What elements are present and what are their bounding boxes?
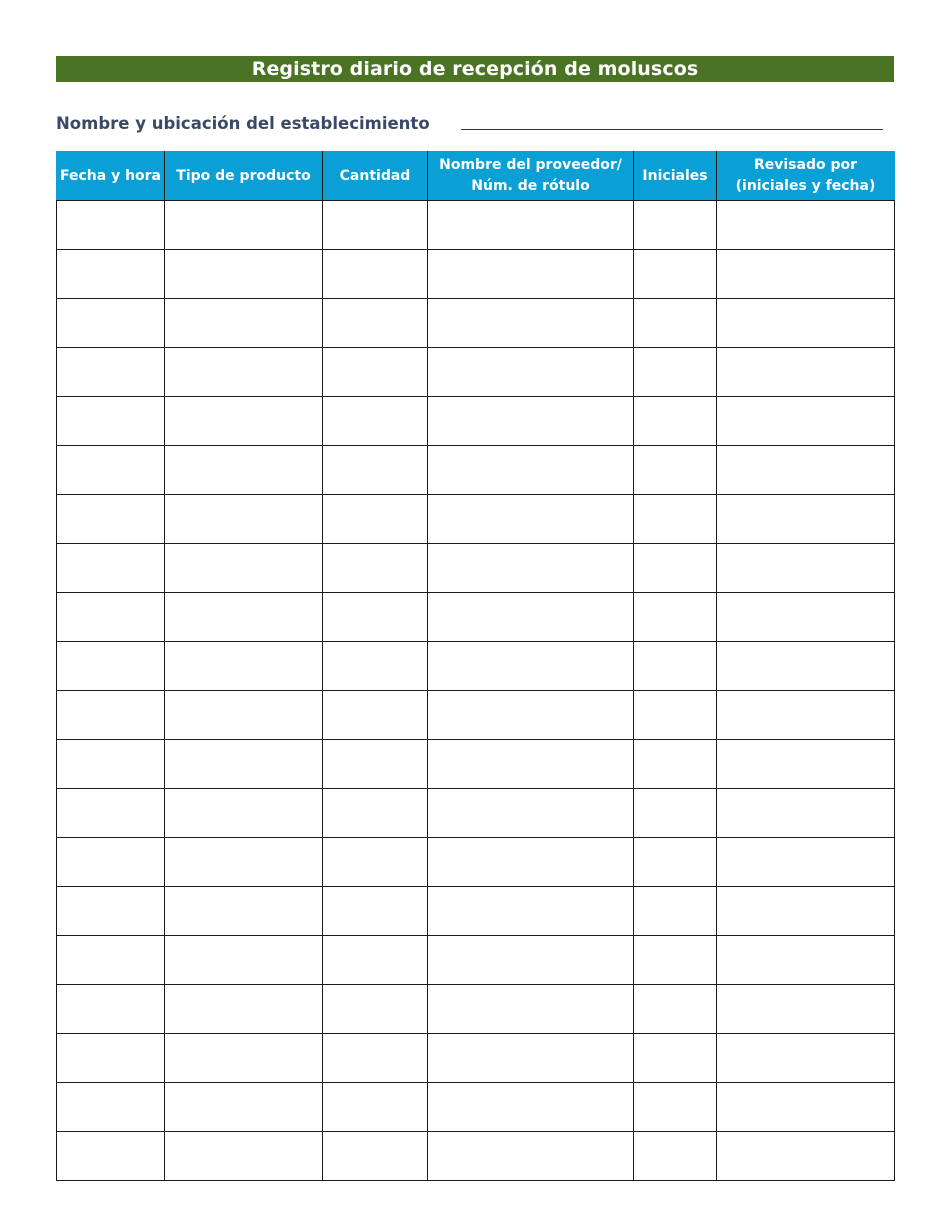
table-row — [57, 936, 895, 985]
table-row — [57, 397, 895, 446]
cell-revisado-por[interactable] — [717, 838, 895, 887]
table-body — [57, 201, 895, 1181]
table-row — [57, 691, 895, 740]
cell-proveedor-rotulo[interactable] — [428, 740, 634, 789]
cell-proveedor-rotulo[interactable] — [428, 299, 634, 348]
table-row — [57, 887, 895, 936]
table-row — [57, 1083, 895, 1132]
cell-proveedor-rotulo[interactable] — [428, 250, 634, 299]
cell-tipo-producto[interactable] — [165, 740, 323, 789]
cell-cantidad[interactable] — [323, 642, 428, 691]
cell-revisado-por[interactable] — [717, 936, 895, 985]
cell-proveedor-rotulo[interactable] — [428, 544, 634, 593]
cell-cantidad[interactable] — [323, 201, 428, 250]
cell-revisado-por[interactable] — [717, 691, 895, 740]
cell-proveedor-rotulo[interactable] — [428, 691, 634, 740]
cell-fecha-hora[interactable] — [57, 495, 165, 544]
cell-cantidad[interactable] — [323, 544, 428, 593]
cell-revisado-por[interactable] — [717, 887, 895, 936]
cell-proveedor-rotulo[interactable] — [428, 446, 634, 495]
cell-tipo-producto[interactable] — [165, 593, 323, 642]
table-row — [57, 985, 895, 1034]
cell-iniciales[interactable] — [634, 789, 717, 838]
cell-revisado-por[interactable] — [717, 789, 895, 838]
cell-revisado-por[interactable] — [717, 446, 895, 495]
column-header-revisado-por: Revisado por (iniciales y fecha) — [717, 152, 895, 201]
cell-revisado-por[interactable] — [717, 495, 895, 544]
cell-tipo-producto[interactable] — [165, 397, 323, 446]
table-row — [57, 789, 895, 838]
cell-iniciales[interactable] — [634, 1083, 717, 1132]
column-header-cantidad: Cantidad — [323, 152, 428, 201]
cell-iniciales[interactable] — [634, 348, 717, 397]
reception-log-table — [56, 151, 895, 1181]
cell-proveedor-rotulo[interactable] — [428, 397, 634, 446]
table-row — [57, 446, 895, 495]
cell-cantidad[interactable] — [323, 936, 428, 985]
cell-fecha-hora[interactable] — [57, 740, 165, 789]
cell-revisado-por[interactable] — [717, 593, 895, 642]
cell-iniciales[interactable] — [634, 593, 717, 642]
cell-tipo-producto[interactable] — [165, 495, 323, 544]
cell-tipo-producto[interactable] — [165, 789, 323, 838]
cell-iniciales[interactable] — [634, 544, 717, 593]
cell-tipo-producto[interactable] — [165, 250, 323, 299]
cell-fecha-hora[interactable] — [57, 985, 165, 1034]
cell-tipo-producto[interactable] — [165, 838, 323, 887]
cell-fecha-hora[interactable] — [57, 838, 165, 887]
table-row — [57, 593, 895, 642]
cell-proveedor-rotulo[interactable] — [428, 936, 634, 985]
cell-cantidad[interactable] — [323, 495, 428, 544]
cell-cantidad[interactable] — [323, 446, 428, 495]
cell-iniciales[interactable] — [634, 299, 717, 348]
column-header-tipo-producto: Tipo de producto — [165, 152, 323, 201]
cell-proveedor-rotulo[interactable] — [428, 495, 634, 544]
cell-fecha-hora[interactable] — [57, 642, 165, 691]
table-row — [57, 1132, 895, 1181]
cell-cantidad[interactable] — [323, 348, 428, 397]
establishment-label: Nombre y ubicación del establecimiento — [56, 114, 430, 133]
table-row — [57, 201, 895, 250]
cell-fecha-hora[interactable] — [57, 299, 165, 348]
cell-tipo-producto[interactable] — [165, 299, 323, 348]
cell-cantidad[interactable] — [323, 1132, 428, 1181]
cell-revisado-por[interactable] — [717, 1034, 895, 1083]
cell-fecha-hora[interactable] — [57, 397, 165, 446]
cell-proveedor-rotulo[interactable] — [428, 1034, 634, 1083]
cell-iniciales[interactable] — [634, 740, 717, 789]
cell-revisado-por[interactable] — [717, 985, 895, 1034]
table-header-row — [57, 152, 895, 201]
cell-fecha-hora[interactable] — [57, 593, 165, 642]
column-header-iniciales: Iniciales — [634, 152, 717, 201]
cell-cantidad[interactable] — [323, 887, 428, 936]
cell-cantidad[interactable] — [323, 1034, 428, 1083]
cell-revisado-por[interactable] — [717, 397, 895, 446]
cell-proveedor-rotulo[interactable] — [428, 985, 634, 1034]
form-title: Registro diario de recepción de moluscos — [56, 56, 894, 82]
cell-proveedor-rotulo[interactable] — [428, 838, 634, 887]
cell-revisado-por[interactable] — [717, 299, 895, 348]
column-header-fecha-hora: Fecha y hora — [57, 152, 165, 201]
table-row — [57, 838, 895, 887]
cell-cantidad[interactable] — [323, 299, 428, 348]
cell-tipo-producto[interactable] — [165, 936, 323, 985]
table-row — [57, 299, 895, 348]
cell-iniciales[interactable] — [634, 936, 717, 985]
table-row — [57, 1034, 895, 1083]
cell-fecha-hora[interactable] — [57, 887, 165, 936]
cell-iniciales[interactable] — [634, 397, 717, 446]
cell-revisado-por[interactable] — [717, 642, 895, 691]
cell-fecha-hora[interactable] — [57, 1034, 165, 1083]
cell-proveedor-rotulo[interactable] — [428, 887, 634, 936]
cell-revisado-por[interactable] — [717, 250, 895, 299]
column-header-proveedor-rotulo: Nombre del proveedor/ Núm. de rótulo — [428, 152, 634, 201]
cell-iniciales[interactable] — [634, 838, 717, 887]
cell-cantidad[interactable] — [323, 593, 428, 642]
cell-proveedor-rotulo[interactable] — [428, 201, 634, 250]
cell-fecha-hora[interactable] — [57, 446, 165, 495]
cell-iniciales[interactable] — [634, 495, 717, 544]
cell-fecha-hora[interactable] — [57, 348, 165, 397]
cell-proveedor-rotulo[interactable] — [428, 593, 634, 642]
cell-revisado-por[interactable] — [717, 740, 895, 789]
cell-iniciales[interactable] — [634, 691, 717, 740]
cell-tipo-producto[interactable] — [165, 446, 323, 495]
cell-cantidad[interactable] — [323, 250, 428, 299]
cell-proveedor-rotulo[interactable] — [428, 642, 634, 691]
cell-iniciales[interactable] — [634, 1034, 717, 1083]
cell-iniciales[interactable] — [634, 201, 717, 250]
cell-fecha-hora[interactable] — [57, 544, 165, 593]
cell-proveedor-rotulo[interactable] — [428, 348, 634, 397]
cell-revisado-por[interactable] — [717, 201, 895, 250]
establishment-field — [56, 112, 894, 136]
cell-tipo-producto[interactable] — [165, 985, 323, 1034]
cell-tipo-producto[interactable] — [165, 642, 323, 691]
cell-tipo-producto[interactable] — [165, 887, 323, 936]
cell-tipo-producto[interactable] — [165, 1132, 323, 1181]
table-row — [57, 544, 895, 593]
cell-fecha-hora[interactable] — [57, 936, 165, 985]
cell-iniciales[interactable] — [634, 887, 717, 936]
cell-cantidad[interactable] — [323, 691, 428, 740]
cell-iniciales[interactable] — [634, 985, 717, 1034]
cell-fecha-hora[interactable] — [57, 789, 165, 838]
cell-cantidad[interactable] — [323, 789, 428, 838]
cell-iniciales[interactable] — [634, 1132, 717, 1181]
table-row — [57, 740, 895, 789]
cell-revisado-por[interactable] — [717, 348, 895, 397]
cell-tipo-producto[interactable] — [165, 348, 323, 397]
cell-iniciales[interactable] — [634, 250, 717, 299]
cell-cantidad[interactable] — [323, 1083, 428, 1132]
cell-iniciales[interactable] — [634, 446, 717, 495]
cell-tipo-producto[interactable] — [165, 544, 323, 593]
cell-tipo-producto[interactable] — [165, 691, 323, 740]
table-row — [57, 495, 895, 544]
cell-tipo-producto[interactable] — [165, 1083, 323, 1132]
cell-proveedor-rotulo[interactable] — [428, 1083, 634, 1132]
cell-proveedor-rotulo[interactable] — [428, 1132, 634, 1181]
cell-cantidad[interactable] — [323, 838, 428, 887]
cell-fecha-hora[interactable] — [57, 691, 165, 740]
cell-fecha-hora[interactable] — [57, 250, 165, 299]
cell-revisado-por[interactable] — [717, 1132, 895, 1181]
cell-tipo-producto[interactable] — [165, 1034, 323, 1083]
cell-revisado-por[interactable] — [717, 544, 895, 593]
cell-fecha-hora[interactable] — [57, 1132, 165, 1181]
cell-cantidad[interactable] — [323, 397, 428, 446]
cell-fecha-hora[interactable] — [57, 201, 165, 250]
cell-tipo-producto[interactable] — [165, 201, 323, 250]
table-row — [57, 348, 895, 397]
cell-cantidad[interactable] — [323, 740, 428, 789]
table-row — [57, 250, 895, 299]
cell-proveedor-rotulo[interactable] — [428, 789, 634, 838]
cell-cantidad[interactable] — [323, 985, 428, 1034]
cell-iniciales[interactable] — [634, 642, 717, 691]
table-row — [57, 642, 895, 691]
cell-fecha-hora[interactable] — [57, 1083, 165, 1132]
cell-revisado-por[interactable] — [717, 1083, 895, 1132]
establishment-input-line[interactable] — [461, 129, 883, 130]
